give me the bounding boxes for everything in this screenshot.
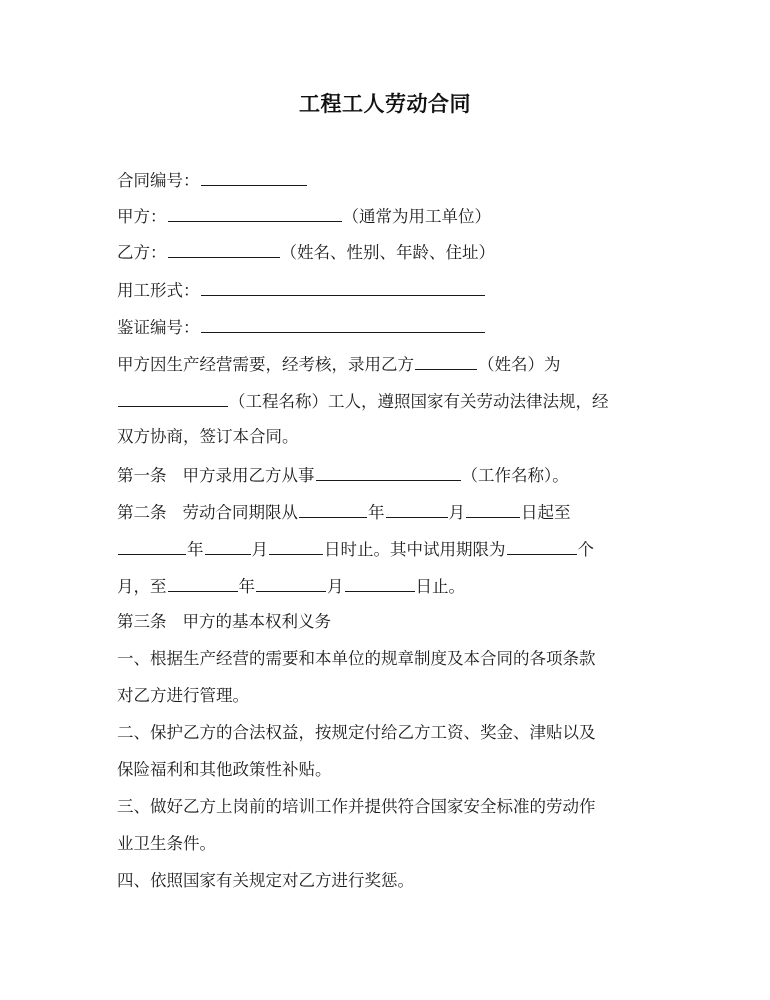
- probation-day-blank[interactable]: [345, 574, 415, 592]
- intro-line-1: [117, 352, 561, 376]
- article-3-item-1-text: 一、根据生产经营的需要和本单位的规章制度及本合同的各项条款: [117, 649, 596, 668]
- end-day-label: 日时止。其中试用期限为: [324, 540, 506, 559]
- intro-text-1: 甲方因生产经营需要，经考核，录用乙方: [117, 355, 414, 374]
- article-3-item-2-text: 二、保护乙方的合法权益，按规定付给乙方工资、奖金、津贴以及: [117, 723, 596, 742]
- project-name-blank[interactable]: [118, 389, 228, 407]
- intro-line-3: [117, 426, 299, 448]
- article-3-item-2-line-2: [117, 759, 332, 781]
- party-a-row: [117, 204, 491, 228]
- article-2-text: 劳动合同期限从: [182, 503, 298, 522]
- article-3-item-3-text: 三、做好乙方上岗前的培训工作并提供符合国家安全标准的劳动作: [117, 797, 596, 816]
- contract-number-label: 合同编号：: [117, 171, 200, 190]
- article-3-item-4-text: 四、依照国家有关规定对乙方进行奖惩。: [117, 871, 414, 890]
- year-label: 年: [368, 503, 385, 522]
- article-3-item-3-text-cont: 业卫生条件。: [117, 834, 216, 853]
- employment-form-label: 用工形式：: [117, 281, 200, 300]
- intro-tail-1: （姓名）为: [478, 355, 561, 374]
- probation-year-blank[interactable]: [168, 574, 238, 592]
- article-3-item-1-text-cont: 对乙方进行管理。: [117, 686, 249, 705]
- contract-number-blank[interactable]: [201, 168, 307, 186]
- verification-number-label: 鉴证编号：: [117, 318, 200, 337]
- article-3-number: 第三条: [117, 612, 167, 631]
- end-month-label: 月: [251, 540, 268, 559]
- article-1-tail: （工作名称）。: [461, 466, 569, 485]
- job-title-blank[interactable]: [316, 463, 461, 481]
- start-year-blank[interactable]: [299, 500, 367, 518]
- article-2-number: 第二条: [117, 503, 167, 522]
- article-1-number: 第一条: [117, 466, 167, 485]
- probation-month-label: 月: [327, 577, 344, 596]
- end-year-blank[interactable]: [118, 537, 186, 555]
- intro-line-2: [117, 389, 609, 413]
- party-b-note: （姓名、性别、年龄、住址）: [280, 243, 495, 262]
- worker-name-blank[interactable]: [415, 352, 477, 370]
- article-3-item-3-line-1: [117, 796, 596, 818]
- intro-text-3: 双方协商，签订本合同。: [117, 427, 299, 446]
- probation-year-label: 年: [238, 577, 255, 596]
- party-b-row: [117, 240, 495, 264]
- party-a-blank[interactable]: [168, 204, 342, 222]
- party-a-note: （通常为用工单位）: [342, 207, 491, 226]
- article-3-item-1-line-2: [117, 685, 249, 707]
- party-b-label: 乙方：: [117, 243, 167, 262]
- unit-ge-label: 个: [577, 540, 594, 559]
- article-2-row-2: [117, 537, 594, 561]
- article-2-row-3: [117, 574, 465, 598]
- probation-start-label: 月，至: [117, 577, 167, 596]
- article-3-item-2-line-1: [117, 722, 596, 744]
- employment-form-row: [117, 278, 486, 302]
- end-month-blank[interactable]: [205, 537, 251, 555]
- document-title: 工程工人劳动合同: [299, 92, 471, 116]
- month-label: 月: [448, 503, 465, 522]
- article-3-row: [117, 611, 331, 633]
- end-year-label: 年: [187, 540, 204, 559]
- probation-day-label: 日止。: [415, 577, 465, 596]
- day-from-label: 日起至: [521, 503, 571, 522]
- start-day-blank[interactable]: [466, 500, 520, 518]
- article-3-item-2-text-cont: 保险福利和其他政策性补贴。: [117, 760, 332, 779]
- probation-month-blank[interactable]: [256, 574, 326, 592]
- article-1-text: 甲方录用乙方从事: [182, 466, 315, 485]
- employment-form-blank[interactable]: [201, 278, 485, 296]
- verification-number-blank[interactable]: [201, 315, 485, 333]
- probation-months-blank[interactable]: [507, 537, 577, 555]
- article-1-row: [117, 463, 569, 487]
- article-3-item-1-line-1: [117, 648, 596, 670]
- article-3-item-3-line-2: [117, 833, 216, 855]
- intro-tail-2: （工程名称）工人，遵照国家有关劳动法律法规，经: [229, 392, 609, 411]
- party-b-blank[interactable]: [168, 240, 280, 258]
- verification-number-row: [117, 315, 486, 339]
- start-month-blank[interactable]: [386, 500, 448, 518]
- end-day-blank[interactable]: [269, 537, 323, 555]
- contract-number-row: [117, 168, 308, 192]
- article-3-item-4-line-1: [117, 870, 414, 892]
- article-2-row-1: [117, 500, 571, 524]
- article-3-text: 甲方的基本权利义务: [182, 612, 331, 631]
- party-a-label: 甲方：: [117, 207, 167, 226]
